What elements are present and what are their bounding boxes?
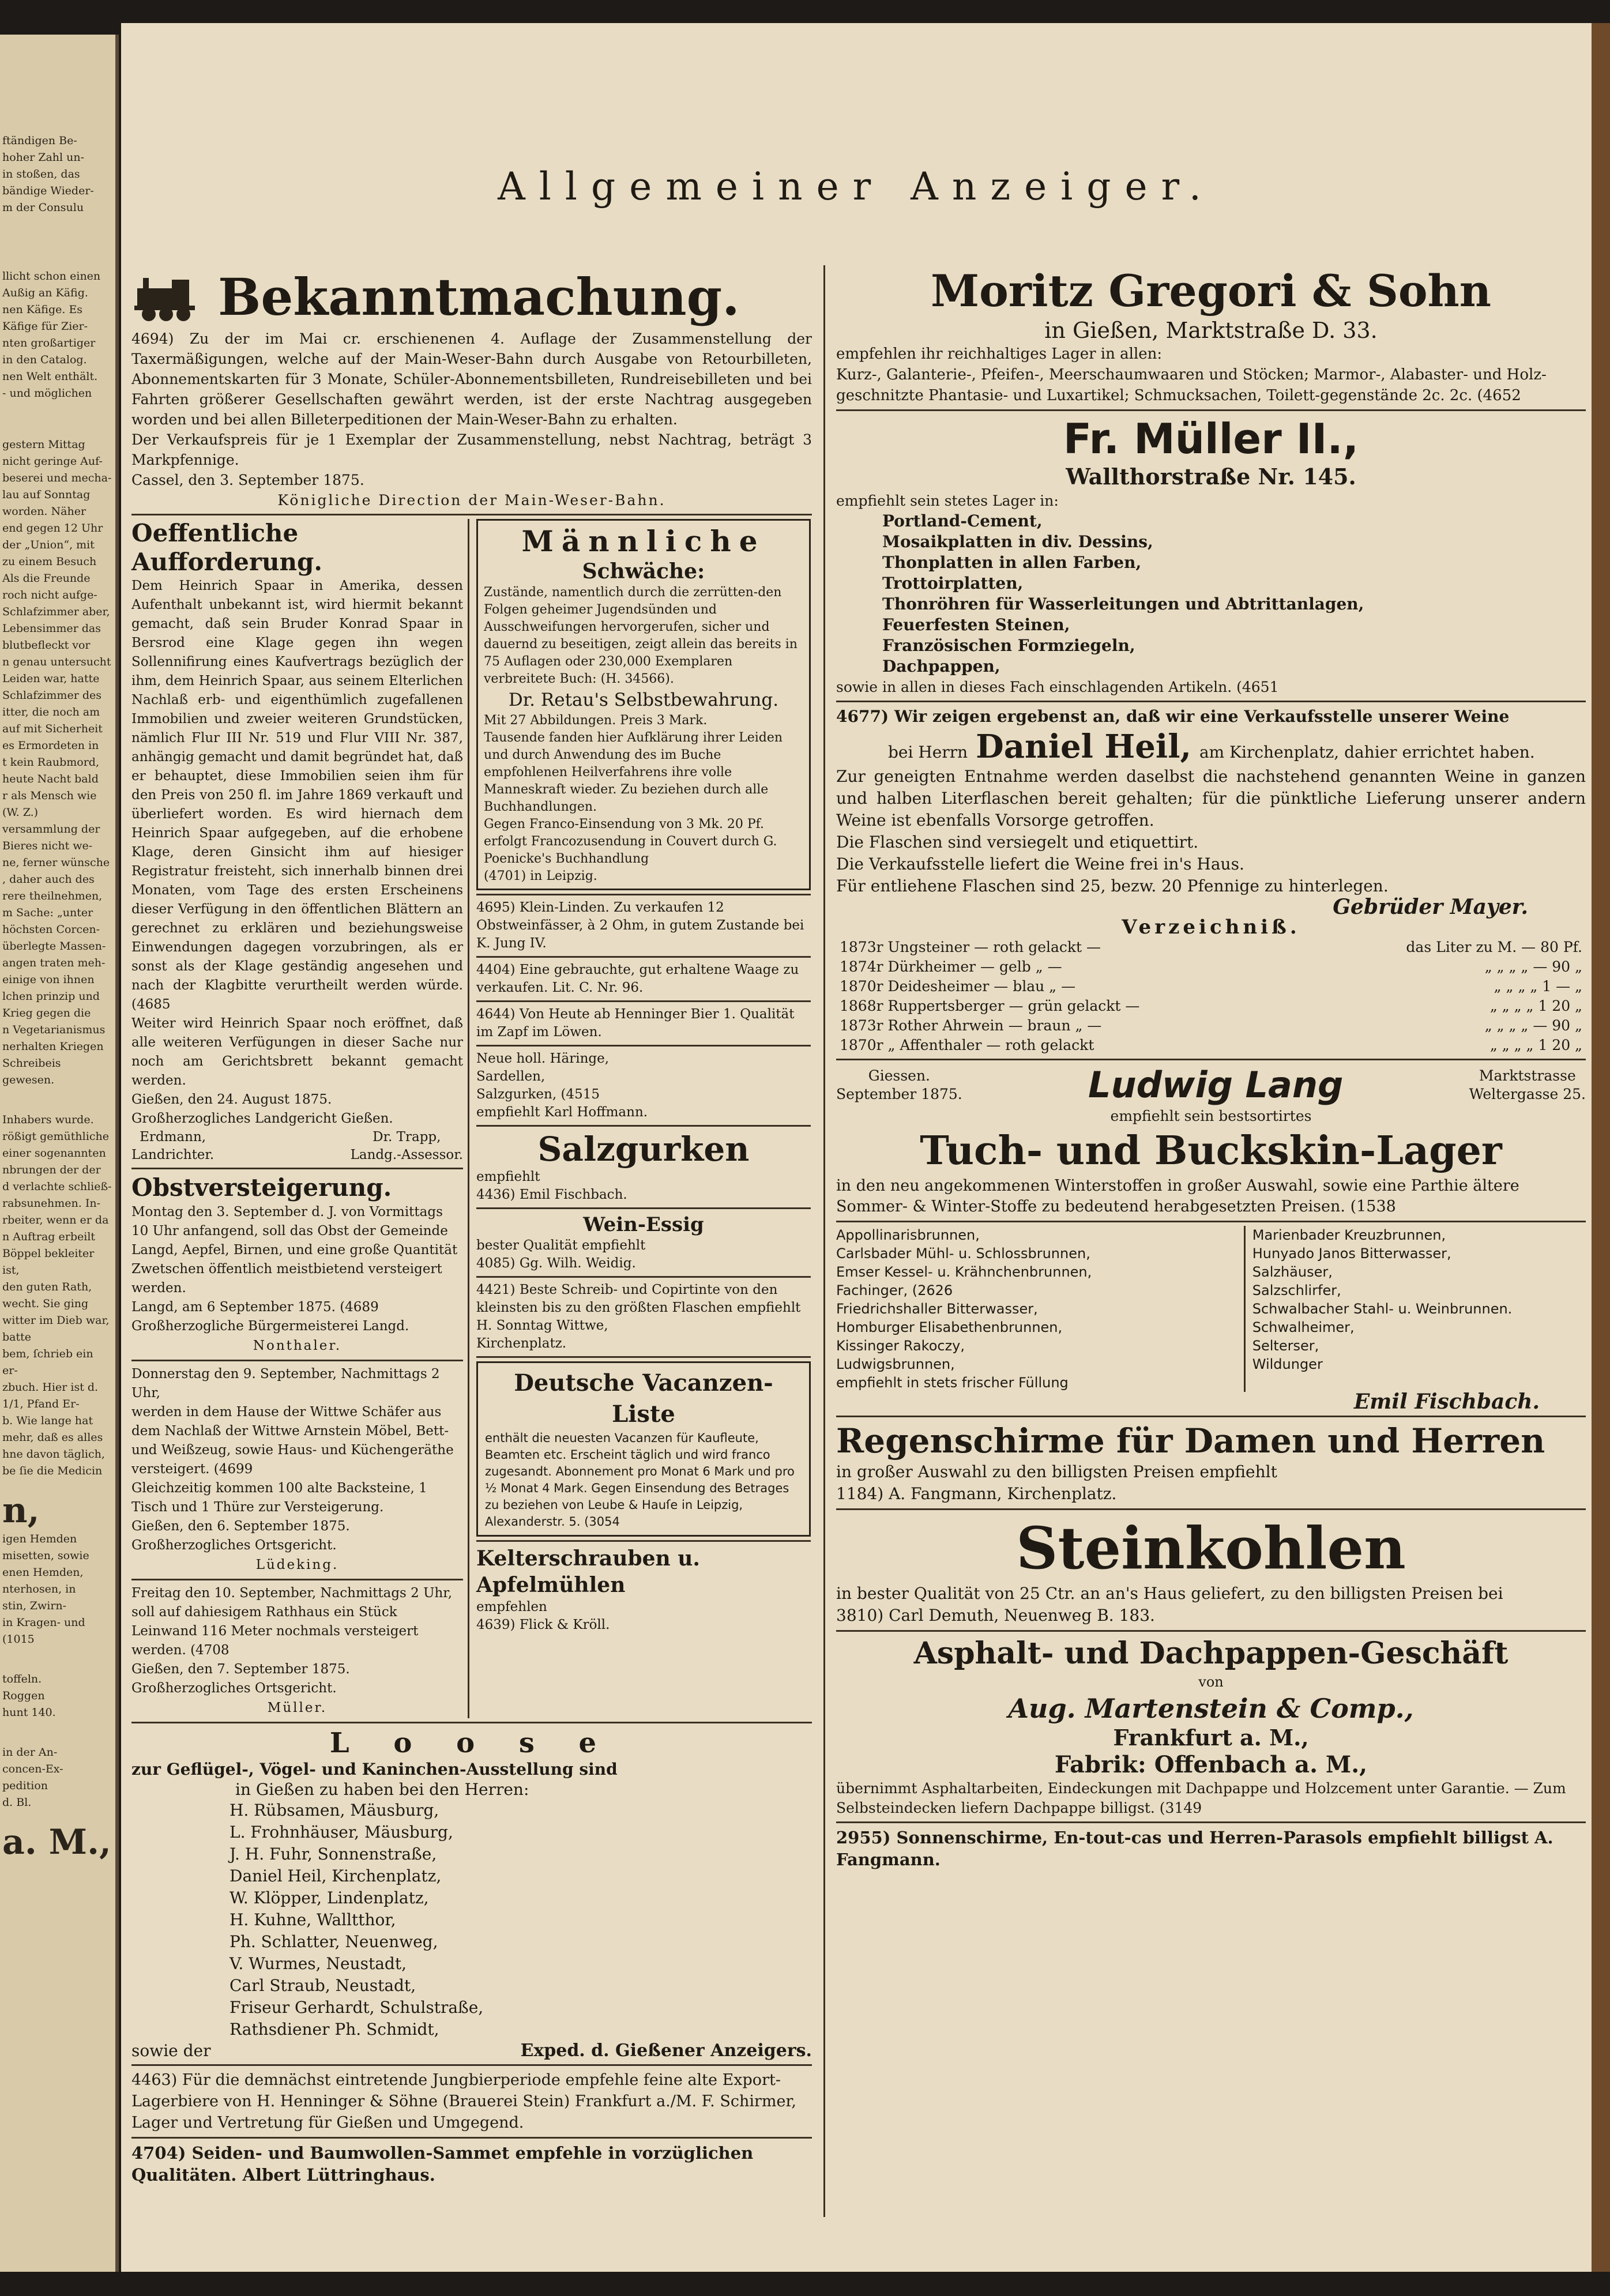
left-column <box>131 265 812 2226</box>
water-item: Homburger Elisabethenbrunnen, <box>836 1319 1063 1335</box>
bekanntmachung-ad <box>131 265 812 510</box>
maennliche-book: Dr. Retau's Selbstbewahrung. <box>508 690 779 710</box>
wine-name: 1873r Ungsteiner — roth gelackt — <box>840 939 1101 955</box>
wine-price: „ „ „ „ 1 — „ <box>1494 978 1582 995</box>
wine-price: „ „ „ „ — 90 „ <box>1484 958 1582 975</box>
obst-ad <box>131 1173 463 1356</box>
loose-name: Carl Straub, Neustadt, <box>230 1976 416 1995</box>
water-item: Schwalbacher Stahl- u. Weinbrunnen. <box>1252 1301 1513 1317</box>
loose-name: Rathsdiener Ph. Schmidt, <box>230 2020 439 2039</box>
divider <box>476 1045 811 1047</box>
wine-name: 1874r Dürkheimer — gelb „ — <box>840 958 1062 975</box>
masthead: Allgemeiner Anzeiger. <box>498 164 1215 209</box>
obst-text: Montag den 3. September d. J. von Vormittags 10 Uhr anfangend, soll das Obst der Gemeinde Langd, Aepfel, Birnen, und eine große Quantität Zwetschen öffentlich meistbietend versteigert werden. Langd, am 6 September 1875. (4689 Großherzogliche Bürgermeisterei Langd. <box>131 1205 458 1334</box>
divider <box>131 2064 812 2066</box>
loose-name: Ph. Schlatter, Neuenweg, <box>230 1932 438 1951</box>
steinkohlen-text: in bester Qualität von 25 Ctr. an an's Haus geliefert, zu den billigsten Preisen bei 3810) Carl Demuth, Neuenweg B. 183. <box>836 1584 1503 1625</box>
aufforderung-text: Dem Heinrich Spaar in Amerika, dessen Aufenthalt unbekannt ist, wird hiermit bekannt gemacht, daß sein Bruder Konrad Spaar in Bersrod eine Klage gegen ihn wegen Sollennifirung eines Kaufvertrags bezüglich der ihm, dem Heinrich Spaar, aus seinem Elterlichen Nachlaß erb- und eigenthümlich zugefallenen Immobilien und zweier weiteren Grundstücken, nämlich Flur III Nr. 519 und Flur VIII Nr. 387, anhängig gemacht und damit begründet hat, daß er behauptet, diese Immobilien seien ihm für den Preis von 250 fl. im Jahre 1869 verkauft und überliefert worden. Es wird hiernach dem Heinrich Spaar aufgegeben, auf die erhobene Klage, deren Ginsicht ihm auf hiesiger Registratur freisteht, sich innerhalb binnen drei Monaten, vom Tage des ersten Erscheinens dieser Verfügung in den öffentlichen Blättern an gerechnet zu erklären und beziehungsweise Einwendungen dagegen vorzubringen, als er sonst als der Klage geständig angesehen und nach der Klagbitte verurtheilt werden würde. (4685 Weiter wird Heinrich Spaar noch eröffnet, daß alle weiteren Verfügungen in dieser Sache nur noch am Gerichtsbrett bekannt gemacht werden. Gießen, den 24. August 1875. Großherzogliches Landgericht Gießen. <box>131 578 463 1126</box>
bekanntmachung-text: 4694) Zu der im Mai cr. erschienenen 4. Auflage der Zusammenstellung der Taxermäßigungen, welche auf der Main-Weser-Bahn durch Ausgabe von Retourbilleten, Abonnementskarten für 3 Monate, Schüler-Abonnementsbilleten, Rundreisebilleten und bei Fahrten größerer Gesellschaften gewährt werden, ist der erste Nachtrag ausgegeben worden und bei allen Billeterpeditionen der Main-Weser-Bahn zu erhalten. Der Verkaufspreis für je 1 Exemplar der Zusammenstellung, nebst Nachtrag, beträgt 3 Markpfennige. Cassel, den 3. September 1875. <box>131 330 812 488</box>
adjacent-text-4: Inhabers wurde. rößigt gemüthliche einer sogenannten nbrungen der der d verlachte schließ- rabsunehmen. In- rbeiter, wenn er da n Auftrag erbeilt Böppel bekleiter ist, den guten Rath, wecht. Sie ging witter im Dieb war, batte bem, ſchrieb ein er- zbuch. Hier ist d. 1/1, Pfand Er- b. Wie lange hat mehr, daß es alles hne davon täglich, be ſie die Medicin <box>2 1113 112 1477</box>
adjacent-text-1: ftändigen Be- hoher Zahl un- in stoßen, das bändige Wieder- m der Consulu <box>2 134 94 214</box>
lang-text: in den neu angekommenen Winterstoffen in großer Auswahl, sowie eine Parthie ältere Sommer- & Winter-Stoffe zu bedeutend herabgesetzten Preisen. (1538 <box>836 1177 1519 1215</box>
mayer-ad <box>836 706 1586 1055</box>
water-item: Marienbader Kreuzbrunnen, <box>1252 1227 1446 1243</box>
asphalt-text: übernimmt Asphaltarbeiten, Eindeckungen mit Dachpappe und Holzcement unter Garantie. — Zum Selbsteindecken liefern Dachpappe billigst. (3149 <box>836 1780 1566 1816</box>
maennliche-text: Zustände, namentlich durch die zerrütten-den Folgen geheimer Jugendsünden und Ausschweifungen hervorgerufen, sicher und dauernd zu beseitigen, zeigt allein das bereits in 75 Auflagen oder 230,000 Exemplaren verbreitete Buch: (H. 34566). <box>484 585 798 686</box>
water-item: Salzhäuser, <box>1252 1264 1333 1280</box>
maennliche-title: Männliche <box>521 524 766 558</box>
fischbach-ad <box>836 1226 1586 1412</box>
salzgurken-text: empfiehlt 4436) Emil Fischbach. <box>476 1169 627 1202</box>
water-item: Appollinarisbrunnen, <box>836 1227 980 1243</box>
divider <box>476 1207 811 1209</box>
mueller-item: Dachpappen, <box>882 657 1000 676</box>
adjacent-big-letter-2: a. M., <box>2 1822 111 1862</box>
donnerstag-ad <box>131 1365 463 1575</box>
asphalt-title: Asphalt- und Dachpappen-Geschäft <box>913 1636 1509 1671</box>
obst-signature: Nonthaler. <box>253 1338 342 1353</box>
lang-big: Tuch- und Buckskin-Lager <box>920 1128 1502 1174</box>
adjacent-page-strip <box>0 35 119 2272</box>
locomotive-icon <box>131 271 201 323</box>
mueller-item: Mosaikplatten in div. Dessins, <box>882 532 1153 551</box>
loose-name: J. H. Fuhr, Sonnenstraße, <box>230 1845 437 1864</box>
loose-name-list <box>131 1800 812 2041</box>
left-subcolumn-a <box>131 519 469 1718</box>
weinessig-ad <box>476 1213 811 1273</box>
mueller-item: Trottoirplatten, <box>882 574 1024 593</box>
water-item: empfiehlt in stets frischer Füllung <box>836 1375 1069 1391</box>
divider <box>131 1360 463 1361</box>
divider <box>836 409 1586 411</box>
weinessig-text: bester Qualität empfiehlt 4085) Gg. Wilh. Weidig. <box>476 1238 646 1271</box>
schirmer-ad: 4463) Für die demnächst eintretende Jungbierperiode empfehle feine alte Export-Lagerbiere von H. Henninger & Söhne (Brauerei Stein) Frankfurt a./M. F. Schirmer, Lager und Vertretung für Gießen und Umgegend. <box>131 2071 796 2132</box>
divider <box>131 2137 812 2139</box>
water-item: Salzschlirfer, <box>1252 1282 1341 1298</box>
column-rule <box>823 265 825 2217</box>
maennliche-ad <box>476 519 811 890</box>
vacanzen-title: Deutsche Vacanzen-Liste <box>514 1369 773 1428</box>
small-ad-henninger: 4644) Von Heute ab Henninger Bier 1. Qualität im Zapf im Löwen. <box>476 1007 795 1040</box>
sammet-ad: 4704) Seiden- und Baumwollen-Sammet empfehle in vorzüglichen Qualitäten. Albert Lüttringhaus. <box>131 2143 754 2185</box>
mueller-item: Feuerfesten Steinen, <box>882 615 1070 634</box>
kelter-title: Kelterschrauben u. Apfelmühlen <box>476 1546 700 1597</box>
gregori-title: Moritz Gregori & Sohn <box>930 265 1492 317</box>
water-item: Ludwigsbrunnen, <box>836 1356 955 1372</box>
table-row <box>836 1036 1586 1055</box>
mueller-item: Portland-Cement, <box>882 511 1043 530</box>
regenschirme-title: Regenschirme für Damen und Herren <box>836 1421 1545 1461</box>
freitag-text: Freitag den 10. September, Nachmittags 2 Uhr, soll auf dahiesigem Rathhaus ein Stück Leinwand 116 Meter nochmals versteigert werden. (4708 Gießen, den 7. September 1875. Großherzogliches Ortsgericht. <box>131 1586 453 1696</box>
mueller-ad <box>836 415 1586 697</box>
gregori-sub: in Gießen, Marktstraße D. 33. <box>1044 318 1378 343</box>
lang-ad <box>836 1064 1586 1217</box>
table-row <box>836 1016 1586 1036</box>
loose-name: V. Wurmes, Neustadt, <box>230 1954 407 1973</box>
mueller-item: Thonplatten in allen Farben, <box>882 553 1142 572</box>
table-row <box>836 957 1586 977</box>
wine-price: das Liter zu M. — 80 Pf. <box>1406 939 1582 955</box>
adjacent-text-5: igen Hemden misetten, sowie enen Hemden, nterhosen, in stin, Zwirn- in Kragen- und (1015 <box>2 1533 89 1646</box>
freitag-signature: Müller. <box>267 1700 328 1715</box>
wine-price: „ „ „ „ 1 20 „ <box>1489 998 1582 1014</box>
lang-sub: empfiehlt sein bestsortirtes <box>1110 1108 1312 1124</box>
lang-title: Ludwig Lang <box>1088 1064 1344 1106</box>
small-ad-waage: 4404) Eine gebrauchte, gut erhaltene Waage zu verkaufen. Lit. C. Nr. 96. <box>476 962 799 995</box>
kelter-ad <box>476 1545 811 1634</box>
steinkohlen-ad <box>836 1514 1586 1627</box>
hoffmann-ad: Neue holl. Häringe, Sardellen, Salzgurken, (4515 empfiehlt Karl Hoffmann. <box>476 1051 648 1120</box>
aufforderung-title: Oeffentliche Aufforderung. <box>131 519 323 576</box>
sonntag-ad: 4421) Beste Schreib- und Copirtinte von den kleinsten bis zu den größten Flaschen empfiehlt H. Sonntag Wittwe, Kirchenplatz. <box>476 1282 801 1351</box>
mueller-item: Französischen Formziegeln, <box>882 636 1135 655</box>
lang-left: Giessen. September 1875. <box>836 1067 962 1102</box>
wine-name: 1870r „ Affenthaler — roth gelackt <box>840 1037 1094 1053</box>
gregori-ad <box>836 265 1586 406</box>
mayer-signature: Gebrüder Mayer. <box>1333 895 1528 919</box>
fischbach-left-list <box>836 1226 1246 1392</box>
book-spine <box>1592 23 1610 2272</box>
table-row <box>836 977 1586 996</box>
asphalt-von: von <box>1198 1674 1224 1690</box>
loose-name: Daniel Heil, Kirchenplatz, <box>230 1866 442 1885</box>
divider <box>476 1000 811 1002</box>
divider <box>131 514 812 515</box>
divider <box>476 1125 811 1127</box>
table-row <box>836 938 1586 957</box>
wine-price: „ „ „ „ 1 20 „ <box>1489 1037 1582 1053</box>
mueller-title: Fr. Müller II., <box>1063 415 1359 463</box>
fischbach-right-list <box>1246 1226 1586 1392</box>
left-subcolumn-b <box>469 519 811 1718</box>
mayer-text-2: Zur geneigten Entnahme werden daselbst die nachstehend genannten Weine in ganzen und halben Literflaschen bereit gehalten; für die pünktliche Lieferung unserer andern Weine ist ebenfalls Vorsorge getroffen. Die Flaschen sind versiegelt und etiquettirt. Die Verkaufsstelle liefert die Weine frei in's Haus. Für entliehene Flaschen sind 25, bezw. 20 Pfennige zu hinterlegen. <box>836 767 1586 895</box>
aufforderung-ad <box>131 519 463 1164</box>
mueller-footer: sowie in allen in dieses Fach einschlagenden Artikeln. (4651 <box>836 679 1279 695</box>
mueller-intro: empfiehlt sein stetes Lager in: <box>836 492 1059 509</box>
water-item: Friedrichshaller Bitterwasser, <box>836 1301 1038 1317</box>
mayer-daniel-post: am Kirchenplatz, dahier errichtet haben. <box>1199 743 1535 762</box>
loose-title: L o o s e <box>329 1727 614 1759</box>
asphalt-firm: Aug. Martenstein & Comp., <box>1008 1693 1414 1724</box>
adjacent-text-3: gestern Mittag nicht geringe Auf- beserei und mecha- lau auf Sonntag worden. Näher end gegen 12 Uhr der „Union“, mit zu einem Besuch Als die Freunde roch nicht aufge- Schlafzimmer aber, Lebensimmer das blutbefleckt vor n genau untersucht Leiden war, hatte Schlafzimmer des itter, die noch am auf mit Sicherheit es Ermordeten in t kein Raubmord, heute Nacht bald r als Mensch wie (W. Z.) versammlung der Bieres nicht we- ne, ferner wünsche , daher auch des rere theilnehmen, m Sache: „unter höchsten Corcen- überlegte Massen- angen traten meh- einige von ihnen lchen prinzip und Krieg gegen die n Vegetarianismus nerhalten Kriegen Schreibeis gewesen. <box>2 438 112 1086</box>
water-item: Hunyado Janos Bitterwasser, <box>1252 1245 1451 1262</box>
maennliche-text-2: Mit 27 Abbildungen. Preis 3 Mark. Tausende fanden hier Aufklärung ihrer Leiden und durch Anwendung des im Buche empfohlenen Heilverfahrens ihre volle Manneskraft wieder. Zu beziehen durch alle Buchhandlungen. Gegen Franco-Einsendung von 3 Mk. 20 Pf. erfolgt Francozusendung in Couvert durch G. Poenicke's Buchhandlung (4701) in Leipzig. <box>484 713 783 883</box>
water-item: Fachinger, (2626 <box>836 1282 953 1298</box>
mueller-item-list <box>836 511 1586 677</box>
loose-name: L. Frohnhäuser, Mäusburg, <box>230 1823 453 1842</box>
water-item: Wildunger <box>1252 1356 1323 1372</box>
mayer-text-1: 4677) Wir zeigen ergebenst an, daß wir eine Verkaufsstelle unserer Weine <box>836 707 1510 726</box>
salzgurken-ad <box>476 1130 811 1204</box>
divider <box>476 1276 811 1278</box>
salzgurken-title: Salzgurken <box>537 1130 750 1169</box>
water-item: Selterser, <box>1252 1338 1319 1354</box>
bekanntmachung-signature: Königliche Direction der Main-Weser-Bahn. <box>277 492 666 509</box>
aufforderung-sig-left: Erdmann, Landrichter. <box>131 1130 215 1162</box>
mueller-item: Thonröhren für Wasserleitungen und Abtrittanlagen, <box>882 594 1364 613</box>
loose-name: H. Rübsamen, Mäusburg, <box>230 1801 439 1820</box>
divider <box>131 1722 812 1723</box>
divider <box>476 1356 811 1358</box>
water-item: Emser Kessel- u. Krähnchenbrunnen, <box>836 1264 1092 1280</box>
loose-name: H. Kuhne, Walltthor, <box>230 1910 396 1929</box>
lang-right: Marktstrasse Weltergasse 25. <box>1469 1067 1586 1102</box>
table-row <box>836 996 1586 1016</box>
mayer-daniel-heil: Daniel Heil, <box>976 728 1191 766</box>
parasols-ad: 2955) Sonnenschirme, En-tout-cas und Herren-Parasols empfiehlt billigst A. Fangmann. <box>836 1828 1553 1869</box>
divider <box>836 1821 1586 1823</box>
wine-name: 1868r Ruppertsberger — grün gelackt — <box>840 998 1140 1014</box>
weinessig-title: Wein-Essig <box>583 1213 704 1236</box>
vacanzen-ad <box>476 1361 811 1537</box>
fischbach-signature: Emil Fischbach. <box>1353 1390 1540 1414</box>
loose-name: W. Klöpper, Lindenplatz, <box>230 1888 429 1907</box>
divider <box>476 1540 811 1542</box>
right-column <box>836 265 1586 2226</box>
divider <box>836 1059 1586 1060</box>
divider <box>836 1508 1586 1510</box>
donnerstag-signature: Lüdeking. <box>255 1557 339 1572</box>
water-item: Carlsbader Mühl- u. Schlossbrunnen, <box>836 1245 1090 1262</box>
water-item: Kissinger Rakoczy, <box>836 1338 965 1354</box>
wine-price: „ „ „ „ — 90 „ <box>1484 1017 1582 1034</box>
obst-title: Obstversteigerung. <box>131 1173 392 1202</box>
water-item: Schwalheimer, <box>1252 1319 1355 1335</box>
adjacent-text-6: toffeln. Roggen hunt 140. <box>2 1673 56 1719</box>
asphalt-fabrik: Fabrik: Offenbach a. M., <box>1054 1751 1368 1778</box>
gregori-text: empfehlen ihr reichhaltiges Lager in allen: Kurz-, Galanterie-, Pfeifen-, Meerschaumwaaren und Stöcken; Marmor-, Alabaster- und Holz-geschnitzte Phantasie- und Luxartikel; Schmucksachen, Toilett-gegenstände 2c. 2c. (4652 <box>836 345 1547 404</box>
donnerstag-text: Donnerstag den 9. September, Nachmittags 2 Uhr, werden in dem Hause der Wittwe Schäfer aus dem Nachlaß der Wittwe Arnstein Möbel, Bett- und Weißzeug, sowie Haus- und Küchengeräthe versteigert. (4699 Gleichzeitig kommen 100 alte Backsteine, 1 Tisch und 1 Thüre zur Versteigerung. Gießen, den 6. September 1875. Großherzogliches Ortsgericht. <box>131 1367 454 1553</box>
wine-name: 1870r Deidesheimer — blau „ — <box>840 978 1076 995</box>
mayer-verzeichniss: Verzeichniß. <box>1122 916 1300 939</box>
loose-footer-left: sowie der <box>131 2041 211 2060</box>
divider <box>836 1221 1586 1222</box>
bekanntmachung-title: Bekanntmachung. <box>218 267 740 327</box>
freitag-ad <box>131 1584 463 1718</box>
loose-line-2: in Gießen zu haben bei den Herren: <box>235 1780 529 1799</box>
steinkohlen-title: Steinkohlen <box>1016 1514 1406 1582</box>
loose-ad <box>131 1727 812 2061</box>
wine-list <box>836 938 1586 1055</box>
aufforderung-sig-right: Dr. Trapp, Landg.-Assessor. <box>350 1130 463 1162</box>
vacanzen-text: enthält die neuesten Vacanzen für Kaufleute, Beamten etc. Erscheint täglich und wird franco zugesandt. Abonnement pro Monat 6 Mark und pro ½ Monat 4 Mark. Gegen Einsendung des Betrages zu beziehen von Leube & Hauſe in Leipzig, Alexanderstr. 5. (3054 <box>485 1431 795 1529</box>
loose-line-1: zur Geflügel-, Vögel- und Kaninchen-Ausstellung sind <box>131 1760 618 1779</box>
mayer-daniel-pre: bei Herrn <box>888 743 968 762</box>
divider <box>131 1168 463 1169</box>
divider <box>836 1416 1586 1417</box>
divider <box>476 894 811 895</box>
adjacent-big-letter: n, <box>2 1490 40 1531</box>
loose-name: Friseur Gerhardt, Schulstraße, <box>230 1998 484 2017</box>
adjacent-text-7: in der An- concen-Ex- pedition d. Bl. <box>2 1746 63 1809</box>
maennliche-subtitle: Schwäche: <box>582 559 705 584</box>
divider <box>476 956 811 958</box>
kelter-text: empfehlen 4639) Flick & Kröll. <box>476 1599 610 1632</box>
asphalt-ad <box>836 1635 1586 1818</box>
divider <box>131 1579 463 1580</box>
asphalt-city: Frankfurt a. M., <box>1113 1725 1309 1751</box>
adjacent-text-2: llicht schon einen Außig an Käfig. nen Käfige. Es Käfige für Zier- nten großartiger in den Catalog. nen Welt enthält. - und möglichen <box>2 270 101 400</box>
wine-name: 1873r Rother Ahrwein — braun „ — <box>840 1017 1102 1034</box>
regenschirme-text: in großer Auswahl zu den billigsten Preisen empfiehlt 1184) A. Fangmann, Kirchenplatz. <box>836 1462 1277 1503</box>
divider <box>836 701 1586 702</box>
mueller-sub: Wallthorstraße Nr. 145. <box>1066 464 1356 490</box>
divider <box>836 1630 1586 1632</box>
small-ad-klein-linden: 4695) Klein-Linden. Zu verkaufen 12 Obstweinfässer, à 2 Ohm, in gutem Zustande bei K. Jung IV. <box>476 900 804 951</box>
regenschirme-ad <box>836 1421 1586 1505</box>
loose-footer-right: Exped. d. Gießener Anzeigers. <box>520 2041 812 2061</box>
